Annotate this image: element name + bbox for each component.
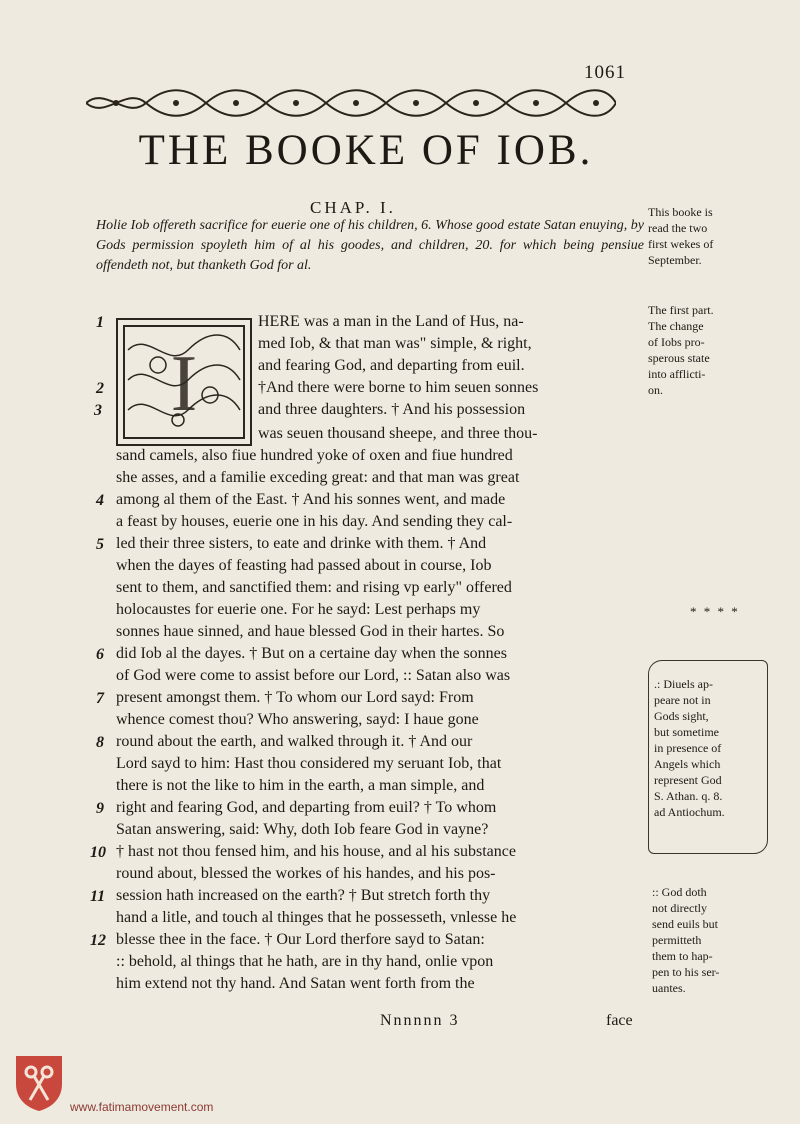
text-line: blesse thee in the face. † Our Lord therfore sayd to Satan: bbox=[116, 931, 485, 948]
verse-number: 5 bbox=[96, 536, 104, 553]
chapter-summary: Holie Iob offereth sacrifice for euerie one of his children, 6. Whose good estate Satan enuying, by Gods permission spoyleth him of al his goodes, and children, 20. for which being pensiue offendeth not, but thanketh God for al. bbox=[96, 218, 644, 273]
text-line: did Iob al the dayes. † But on a certaine day when the sonnes bbox=[116, 645, 507, 662]
text-line: round about, blessed the workes of his handes, and his pos- bbox=[116, 865, 496, 882]
text-line: holocaustes for euerie one. For he sayd: Lest perhaps my bbox=[116, 601, 481, 618]
svg-text:I: I bbox=[170, 340, 198, 428]
verse-number: 1 bbox=[96, 314, 104, 331]
text-line: and fearing God, and departing from euil. bbox=[258, 357, 525, 374]
text-line: right and fearing God, and departing from euil? † To whom bbox=[116, 799, 497, 816]
text-line: † hast not thou fensed him, and his house, and al his substance bbox=[116, 843, 516, 860]
verse-number: 7 bbox=[96, 690, 104, 707]
catchword: face bbox=[606, 1012, 633, 1029]
verse-number: 2 bbox=[96, 380, 104, 397]
margin-note-diuels: .: Diuels ap- peare not in Gods sight, but sometime in presence of Angels which represent God S. Athan. q. 8. ad Antiochum. bbox=[654, 677, 725, 819]
text-line: present amongst them. † To whom our Lord sayd: From bbox=[116, 689, 474, 706]
text-line: hand a litle, and touch al thinges that he possesseth, vnlesse he bbox=[116, 909, 517, 926]
text-line: med Iob, & that man was" simple, & right, bbox=[258, 335, 532, 352]
shield-logo-icon bbox=[14, 1054, 64, 1112]
marginal-marks: * * * * bbox=[690, 604, 740, 619]
text-line: session hath increased on the earth? † But stretch forth thy bbox=[116, 887, 491, 904]
text-line: and three daughters. † And his possession bbox=[258, 401, 526, 418]
decorative-border bbox=[86, 86, 616, 120]
margin-note-part: The first part. The change of Iobs pro- sperous state into afflicti- on. bbox=[648, 303, 714, 397]
text-line: :: behold, al things that he hath, are in thy hand, onlie vpon bbox=[116, 953, 494, 970]
page-number: 1061 bbox=[584, 62, 626, 83]
text-line: sent to them, and sanctified them: and rising vp early" offered bbox=[116, 579, 512, 596]
text-line: sand camels, also fiue hundred yoke of oxen and fiue hundred bbox=[116, 447, 513, 464]
text-line: led their three sisters, to eate and drinke with them. † And bbox=[116, 535, 487, 552]
website-link[interactable]: www.fatimamovement.com bbox=[70, 1100, 214, 1114]
text-line: HERE was a man in the Land of Hus, na- bbox=[258, 313, 524, 330]
text-line: a feast by houses, euerie one in his day. And sending they cal- bbox=[116, 513, 513, 530]
verse-number: 4 bbox=[96, 492, 104, 509]
verse-number: 9 bbox=[96, 800, 104, 817]
margin-note-god: :: God doth not directly send euils but permitteth them to hap- pen to his ser- uantes. bbox=[652, 885, 720, 995]
text-line: among al them of the East. † And his sonnes went, and made bbox=[116, 491, 506, 508]
text-line: was seuen thousand sheepe, and three thou- bbox=[258, 425, 538, 442]
margin-note-reading: This booke is read the two first wekes of September. bbox=[648, 205, 714, 267]
text-line: sonnes haue sinned, and haue blessed God in their hartes. So bbox=[116, 623, 505, 640]
text-line: of God were come to assist before our Lord, :: Satan also was bbox=[116, 667, 511, 684]
text-line: †And there were borne to him seuen sonnes bbox=[258, 379, 539, 396]
verse-number: 11 bbox=[90, 888, 106, 905]
text-line: Satan answering, said: Why, doth Iob feare God in vayne? bbox=[116, 821, 489, 838]
text-line: him extend not thy hand. And Satan went forth from the bbox=[116, 975, 475, 992]
text-line: Lord sayd to him: Hast thou considered my seruant Iob, that bbox=[116, 755, 502, 772]
verse-number: 3 bbox=[94, 402, 102, 419]
text-line: round about the earth, and walked through it. † And our bbox=[116, 733, 473, 750]
drop-cap-illustration bbox=[116, 318, 252, 446]
text-line: when the dayes of feasting had passed about in course, Iob bbox=[116, 557, 492, 574]
verse-number: 6 bbox=[96, 646, 104, 663]
chapter-title: CHAP. I. bbox=[310, 198, 396, 217]
verse-number: 12 bbox=[90, 932, 106, 949]
text-line: there is not the like to him in the earth, a man simple, and bbox=[116, 777, 485, 794]
signature-mark: Nnnnnn 3 bbox=[380, 1012, 460, 1029]
book-title: THE BOOKE OF IOB. bbox=[138, 127, 594, 174]
text-line: she asses, and a familie exceding great: and that man was great bbox=[116, 469, 520, 486]
verse-number: 10 bbox=[90, 844, 106, 861]
verse-number: 8 bbox=[96, 734, 104, 751]
text-line: whence comest thou? Who answering, sayd: I haue gone bbox=[116, 711, 479, 728]
